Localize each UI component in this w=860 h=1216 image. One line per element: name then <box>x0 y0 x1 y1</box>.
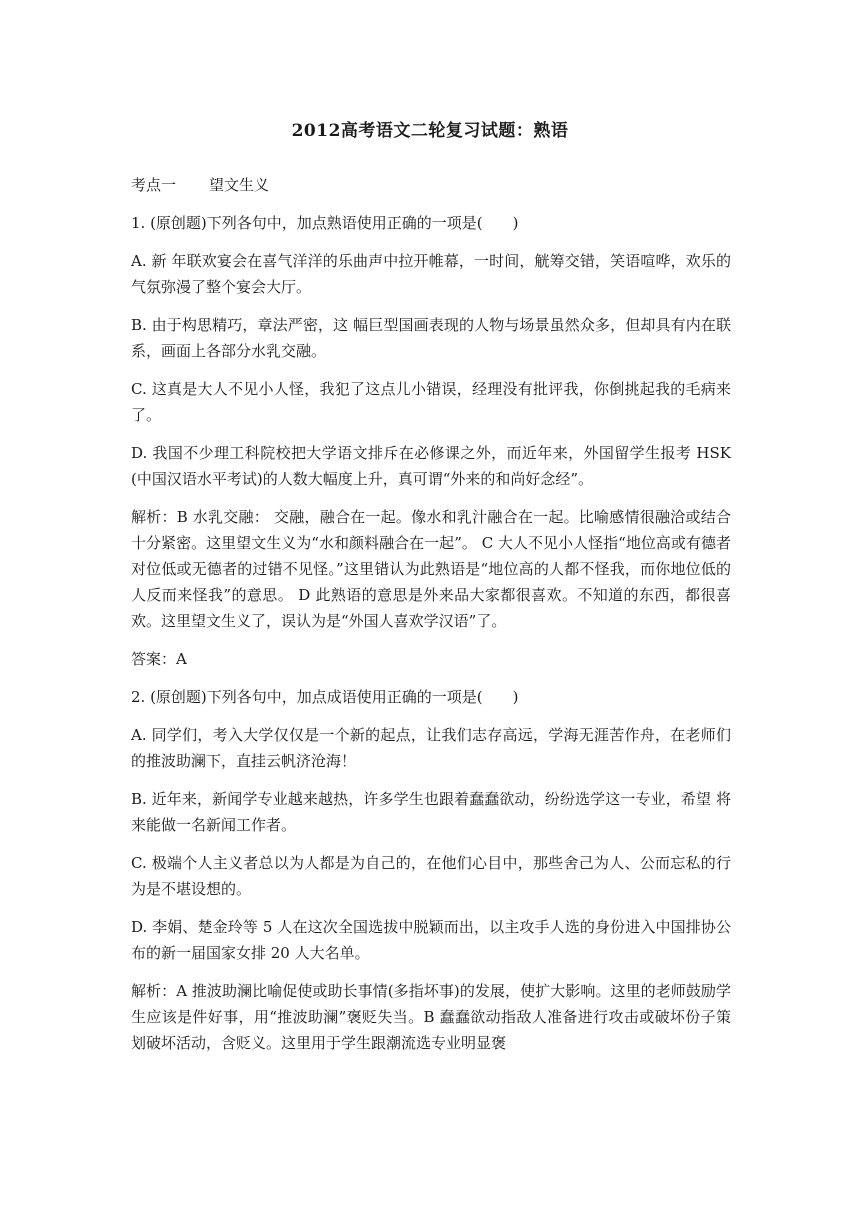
question-1-option-b: B. 由于构思精巧，章法严密，这 幅巨型国画表现的人物与场景虽然众多，但却具有内在联系，画面上各部分水乳交融。 <box>131 316 731 360</box>
question-2-option-b: B. 近年来，新闻学专业越来越热，许多学生也跟着蠢蠢欲动，纷纷选学这一专业，希望 将来能做一名新闻工作者。 <box>131 790 731 834</box>
question-2-option-d: D. 李娟、楚金玲等 5 人在这次全国选拔中脱颖而出，以主攻手人选的身份进入中国排协公布的新一届国家女排 20 人大名单。 <box>131 918 731 962</box>
question-1-answer: 答案：A <box>131 650 187 668</box>
question-2-stem: 2. (原创题)下列各句中，加点成语使用正确的一项是( ) <box>131 688 519 706</box>
section-heading <box>131 172 731 198</box>
question-2-option-c: C. 极端个人主义者总以为人都是为自己的，在他们心目中，那些舍己为人、公而忘私的行为是不堪设想的。 <box>131 854 731 898</box>
question-1-stem: 1. (原创题)下列各句中，加点熟语使用正确的一项是( ) <box>131 214 519 232</box>
question-1-option-a: A. 新 年联欢宴会在喜气洋洋的乐曲声中拉开帷幕，一时间，觥筹交错，笑语喧哗，欢乐的气氛弥漫了整个宴会大厅。 <box>131 252 731 296</box>
section-label: 考点一 <box>131 176 177 194</box>
question-2-analysis: 解析：A 推波助澜比喻促使或助长事情(多指坏事)的发展，使扩大影响。这里的老师鼓励学生应该是件好事，用“推波助澜”褒贬失当。B 蠢蠢欲动指敌人准备进行攻击或破坏份子策划破坏活动，含贬义。这里用于学生跟潮流选专业明显褒 <box>131 982 731 1052</box>
document-title: 2012高考语文二轮复习试题：熟语 <box>291 121 569 141</box>
document-body <box>131 172 731 1068</box>
question-2-option-a: A. 同学们，考入大学仅仅是一个新的起点，让我们志存高远，学海无涯苦作舟，在老师们的推波助澜下，直挂云帆济沧海！ <box>131 726 731 770</box>
question-1-option-d: D. 我国不少理工科院校把大学语文排斥在必修课之外，而近年来，外国留学生报考 HSK(中国汉语水平考试)的人数大幅度上升，真可谓“外来的和尚好念经”。 <box>131 444 731 488</box>
section-name: 望文生义 <box>209 176 270 194</box>
question-1-option-c: C. 这真是大人不见小人怪，我犯了这点儿小错误，经理没有批评我，你倒挑起我的毛病来了。 <box>131 380 731 424</box>
question-1-analysis: 解析：B 水乳交融： 交融，融合在一起。像水和乳汁融合在一起。比喻感情很融洽或结合十分紧密。这里望文生义为“水和颜料融合在一起”。 C 大人不见小人怪指“地位高或有德者对位低或无德者的过错不见怪。”这里错认为此熟语是“地位高的人都不怪我，而你地位低的人反而来怪我”的意思。 D 此熟语的意思是外来品大家都很喜欢。不知道的东西，都很喜欢。这里望文生义了，误认为是“外国人喜欢学汉语”了。 <box>131 508 731 630</box>
